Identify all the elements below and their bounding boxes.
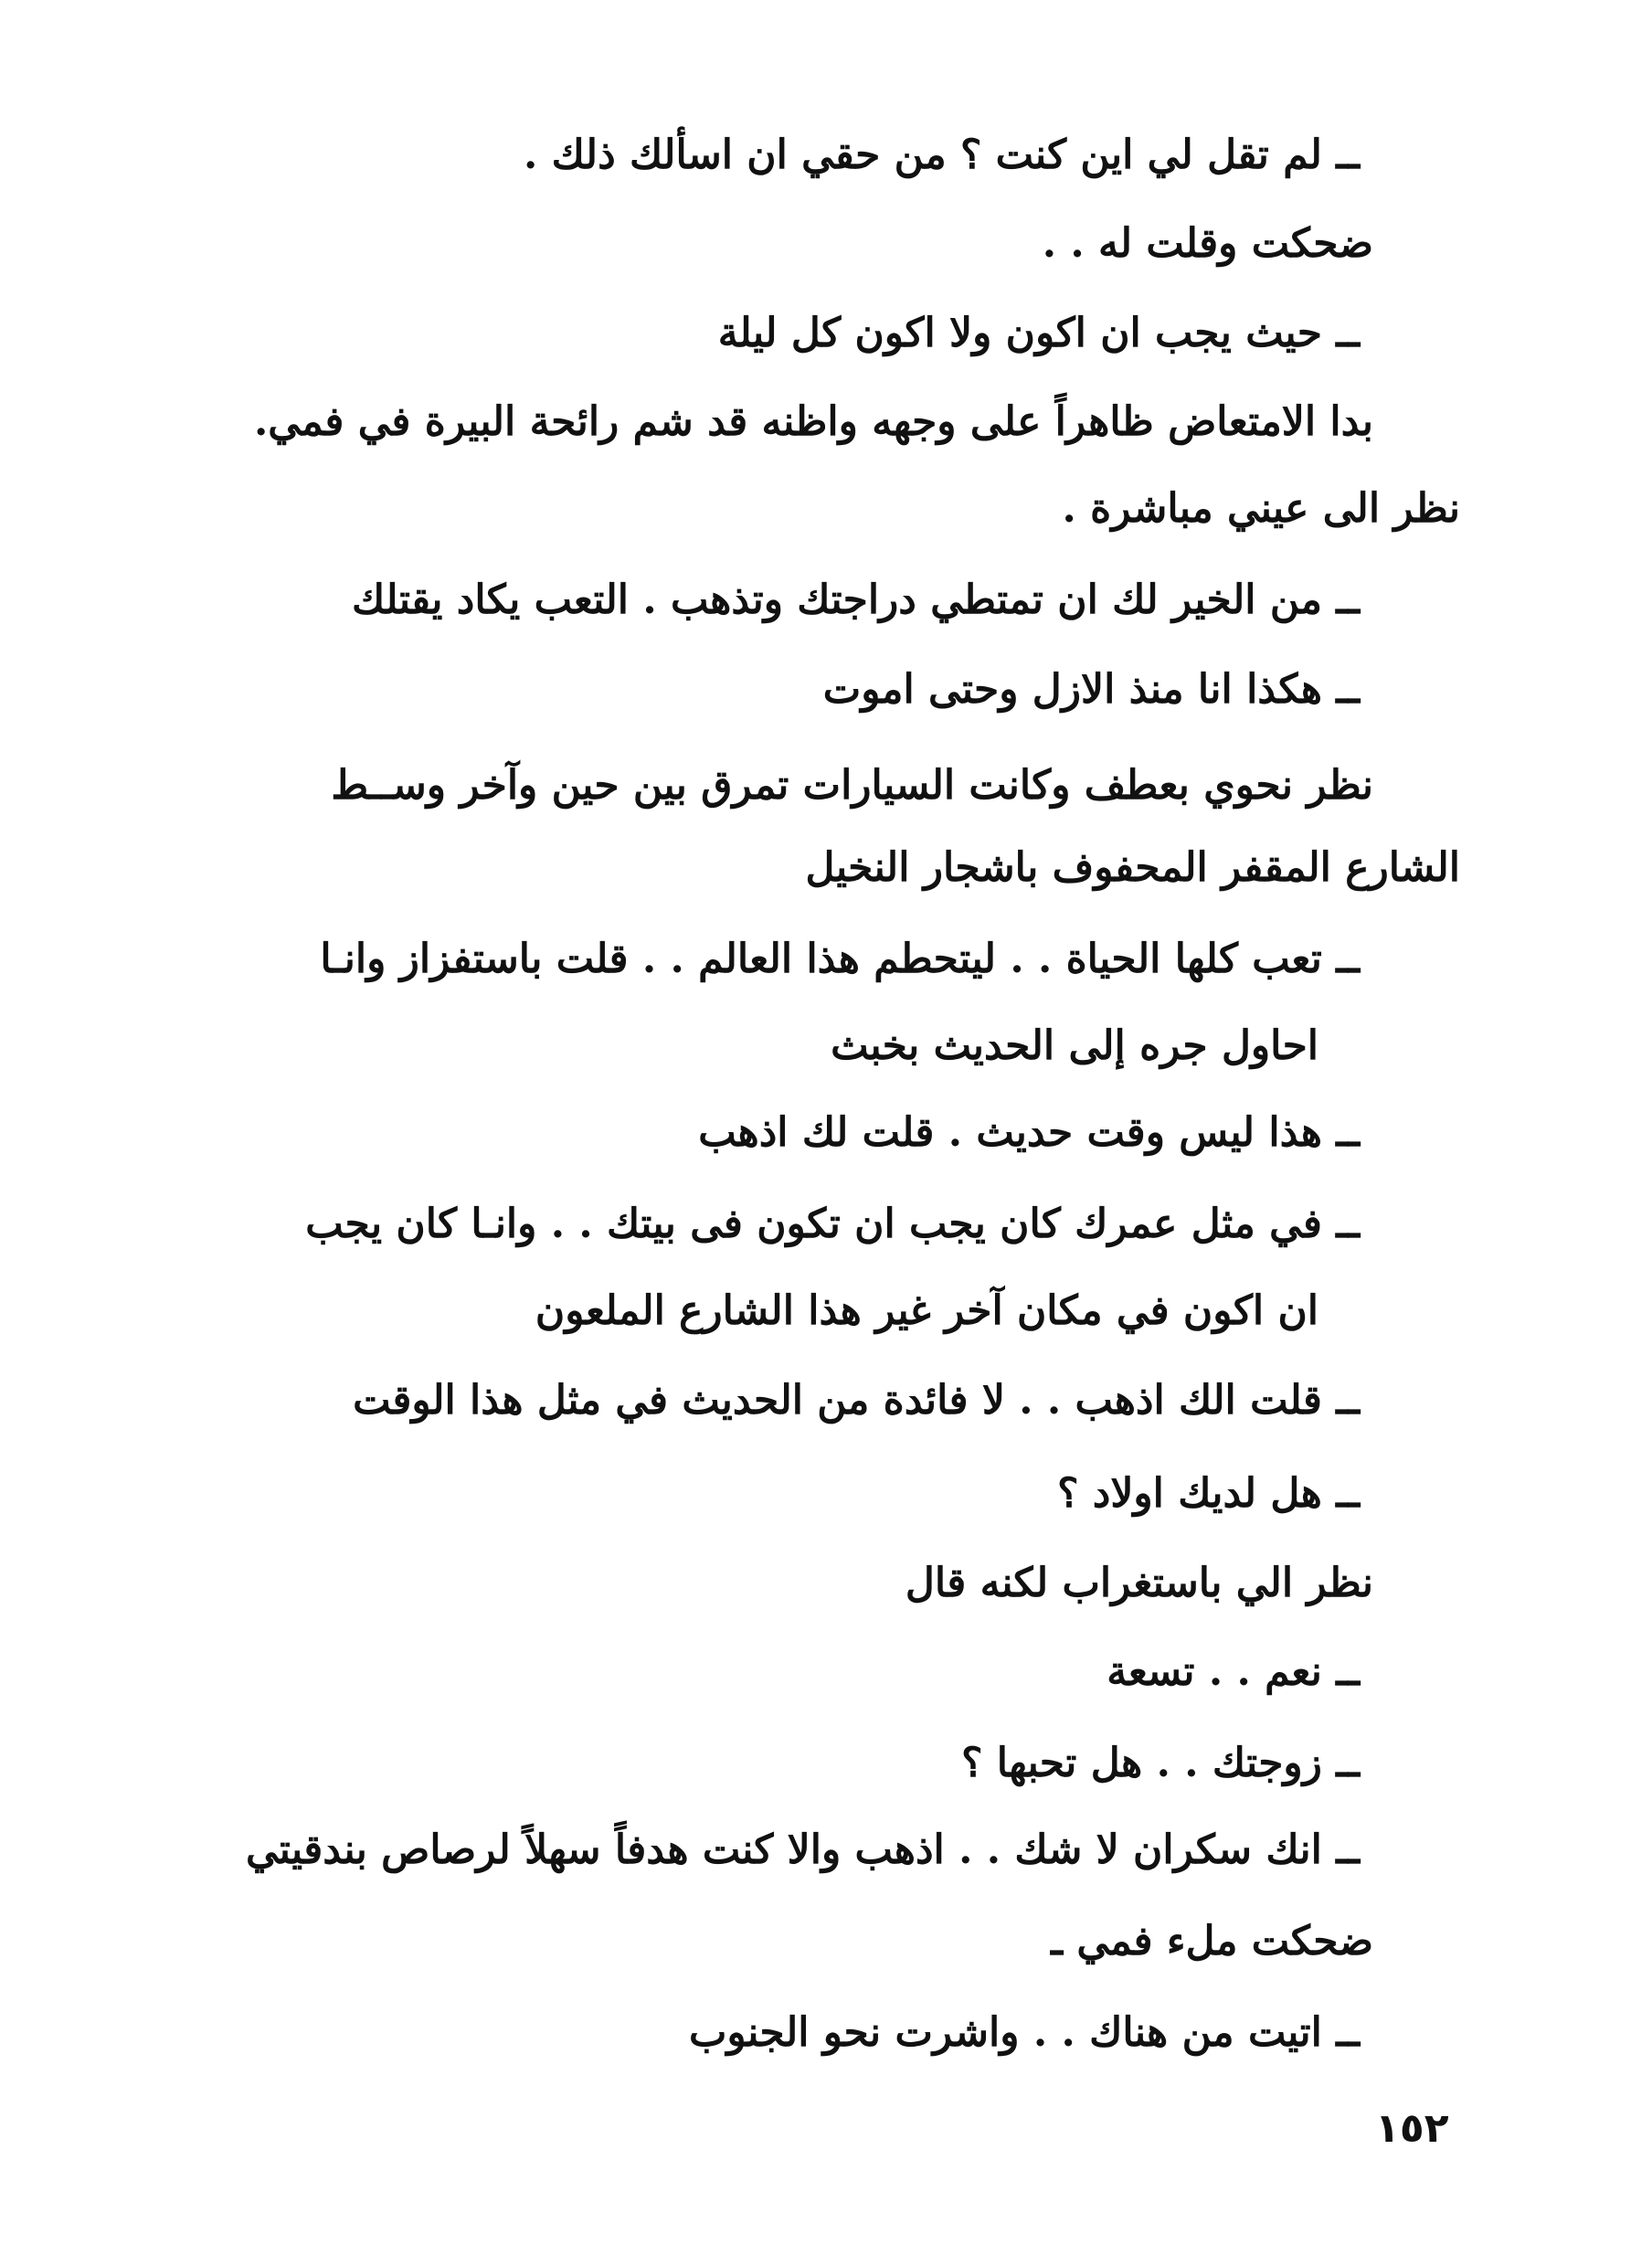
page-number: ١٥٢ <box>1375 2105 1449 2152</box>
narration-line: ضحكت وقلت له . . <box>1042 220 1373 267</box>
dialogue-line: ــ اتيت من هناك . . واشرت نحو الجنوب <box>688 2009 1360 2056</box>
dialogue-line: ــ نعم . . تسعة <box>1107 1648 1360 1695</box>
narration-line: نظر الى عيني مباشرة . <box>1062 485 1460 532</box>
dialogue-line: ــ هذا ليس وقت حديث . قلت لك اذهب <box>698 1109 1360 1156</box>
dialogue-line: ــ قلت الك اذهب . . لا فائدة من الحديث في مثل هذا الوقت <box>353 1377 1360 1424</box>
dialogue-line: ــ هل لديك اولاد ؟ <box>1057 1470 1360 1517</box>
narration-line: بدا الامتعاض ظاهراً على وجهه واظنه قد شم رائحة البيرة في فمي. <box>253 398 1373 445</box>
dialogue-continuation-line: ان اكون في مكان آخر غير هذا الشارع الملعون <box>535 1287 1318 1334</box>
narration-line: نظر الي باستغراب لكنه قال <box>905 1560 1373 1606</box>
dialogue-line: ــ تعب كلها الحياة . . ليتحطم هذا العالم . . قلت باستفزاز وانـا <box>320 936 1360 982</box>
dialogue-line: ــ انك سكران لا شك . . اذهب والا كنت هدفاً سهلاً لرصاص بندقيتي <box>245 1827 1360 1873</box>
narration-line: نظر نحوي بعطف وكانت السيارات تمرق بين حين وآخر وســط <box>331 762 1373 809</box>
narration-line: الشارع المقفر المحفوف باشجار النخيل <box>805 844 1460 891</box>
dialogue-line: ــ في مثل عمرك كان يجب ان تكون فى بيتك . . وانـا كان يجب <box>305 1201 1360 1247</box>
narration-line: ضحكت ملء فمي ـ <box>1051 1918 1373 1964</box>
dialogue-line: ــ هكذا انا منذ الازل وحتى اموت <box>822 666 1360 713</box>
dialogue-line: ــ حيث يجب ان اكون ولا اكون كل ليلة <box>717 310 1360 356</box>
dialogue-continuation-line: احاول جره إلى الحديث بخبث <box>831 1022 1318 1069</box>
dialogue-line: ــ زوجتك . . هل تحبها ؟ <box>961 1740 1360 1786</box>
dialogue-line: ــ لم تقل لي اين كنت ؟ من حقي ان اسألك ذلك . <box>523 132 1360 178</box>
dialogue-line: ــ من الخير لك ان تمتطي دراجتك وتذهب . التعب يكاد يقتلك <box>352 577 1360 623</box>
